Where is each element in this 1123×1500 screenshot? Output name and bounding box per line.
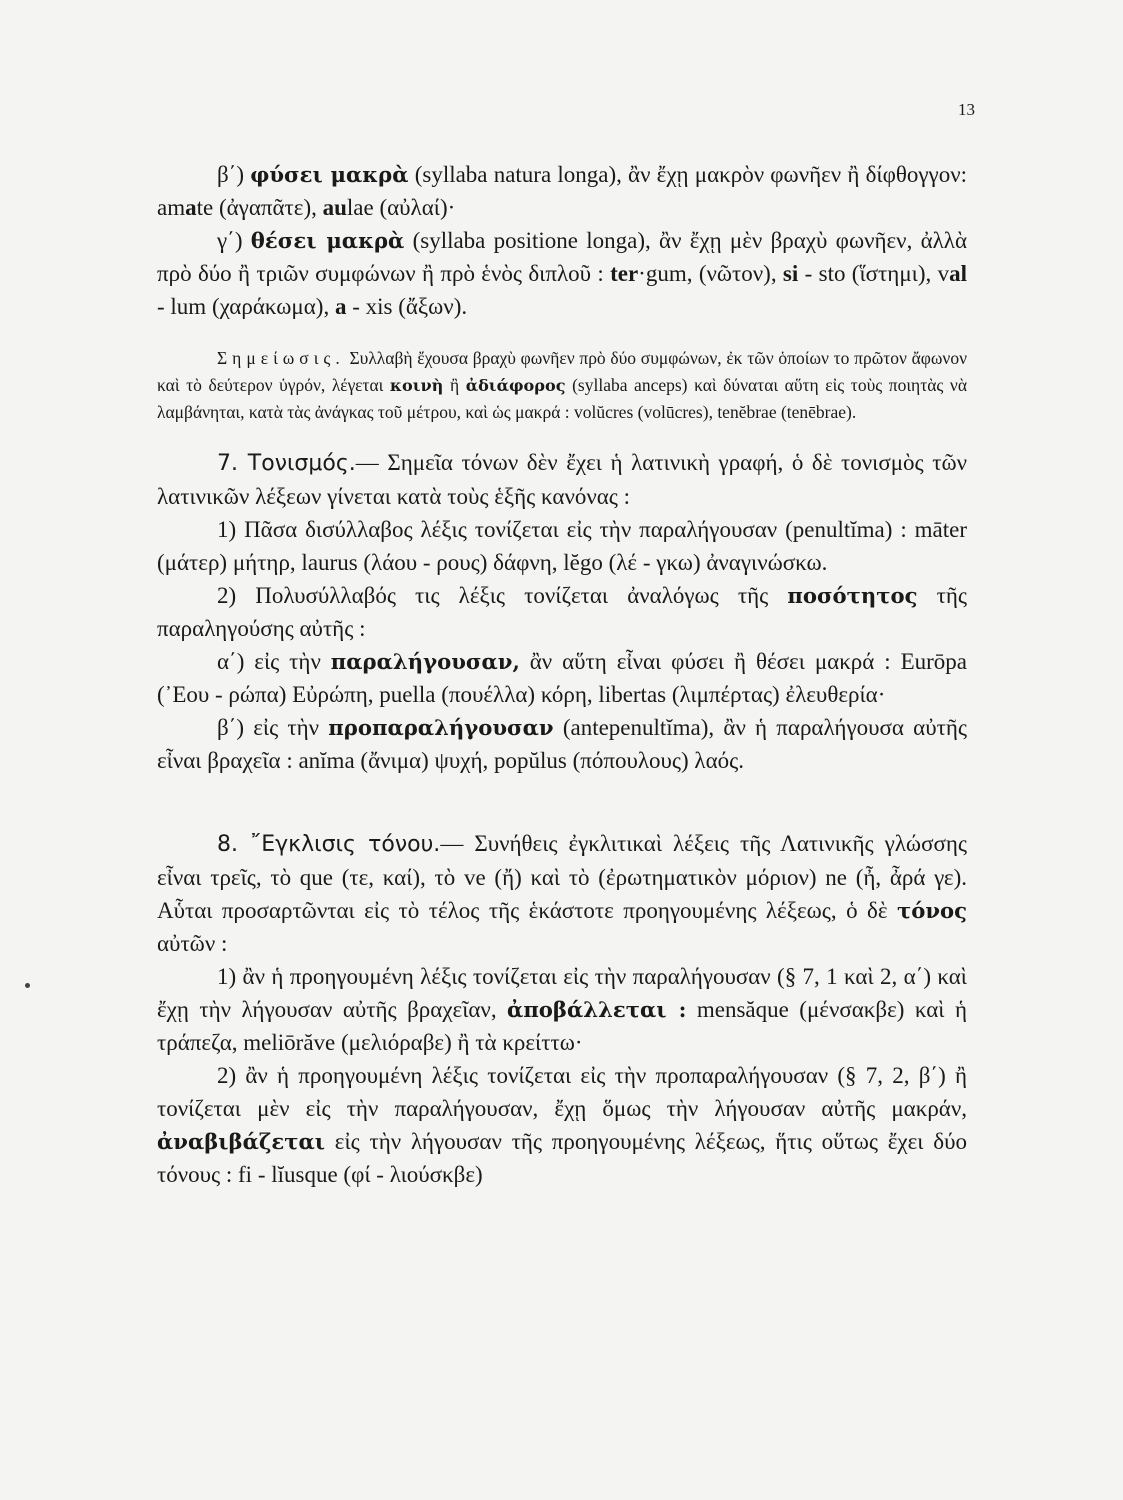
term: φύσει μακρὰ bbox=[250, 162, 409, 187]
section-heading: 8. ῎Εγκλισις τόνου. bbox=[217, 832, 441, 857]
page-number: 13 bbox=[958, 100, 975, 119]
note-paragraph: Σημείωσις. Συλλαβὴ ἔχουσα βραχὺ φωνῆεν πρὸ δύο συμφώνων, ἐκ τῶν ὁποίων το πρῶτον ἄφωνον καὶ τὸ δεύτερον ὑγρόν, λέγεται κοινὴ ἢ ἀδιάφορος (syllaba anceps) καὶ δύναται αὕτη εἰς τοὺς ποιητὰς νὰ λαμβάνηται, κατὰ τὰς ἀνάγκας τοῦ μέτρου, καὶ ὡς μακρά : volŭcres (volūcres), tenĕbrae (tenēbrae). bbox=[157, 348, 967, 422]
item-label: β΄) bbox=[217, 162, 245, 187]
section-7-rule-1: 1) Πᾶσα δισύλλαβος λέξις τονίζεται εἰς τὴν παραλήγουσαν (penultĭma) : māter (μάτερ) μήτηρ, laurus (λάου - ρους) δάφνη, lĕgo (λέ - γκω) ἀναγινώσκω. bbox=[157, 517, 967, 575]
paragraph-positione-longa: γ΄) θέσει μακρὰ (syllaba positione longa), ἂν ἔχῃ μὲν βραχὺ φωνῆεν, ἀλλὰ πρὸ δύο ἢ τριῶν συμφώνων ἢ πρὸ ἑνὸς διπλοῦ : ter·gum, (νῶτον), si - sto (ἵστημι), val - lum (χαράκωμα), a - xis (ἄξων). bbox=[157, 228, 967, 319]
section-7-rule-2-beta: β΄) εἰς τὴν προπαραλήγουσαν (antepenultĭma), ἂν ἡ παραλήγουσα αὐτῆς εἶναι βραχεῖα : anĭma (ἄνιμα) ψυχή, popŭlus (πόπουλους) λαός. bbox=[157, 715, 967, 773]
section-7-rule-2-alpha: α΄) εἰς τὴν παραλήγουσαν, ἂν αὕτη εἶναι φύσει ἢ θέσει μακρά : Eurōpa (᾿Εου - ρώπα) Εὐρώπη, puella (πουέλλα) κόρη, libertas (λιμπέρτας) ἐλευθερία· bbox=[157, 649, 967, 707]
note-label: Σημείωσις. bbox=[217, 348, 345, 368]
page-body bbox=[157, 158, 967, 1191]
paragraph-natura-longa: β΄) φύσει μακρὰ (syllaba natura longa), ἂν ἔχῃ μακρὸν φωνῆεν ἢ δίφθογγον: amate (ἀγαπᾶτε), aulae (αὐλαί)· bbox=[157, 162, 968, 220]
margin-mark bbox=[25, 983, 30, 988]
term: θέσει μακρὰ bbox=[250, 228, 405, 253]
latin-term: (syllaba positione longa), bbox=[412, 228, 651, 253]
latin-term: (syllaba natura longa), bbox=[414, 162, 622, 187]
section-heading: 7. Τονισμός. bbox=[217, 451, 356, 476]
section-8-rule-1: 1) ἂν ἡ προηγουμένη λέξις τονίζεται εἰς τὴν παραλήγουσαν (§ 7, 1 καὶ 2, α΄) καὶ ἔχῃ τὴν λήγουσαν αὐτῆς βραχεῖαν, ἀποβάλλεται : mensăque (μένσακβε) καὶ ἡ τράπεζα, meliōrăve (μελιόραβε) ἢ τὰ κρείττω· bbox=[157, 964, 967, 1055]
section-7-intro: 7. Τονισμός.— Σημεῖα τόνων δὲν ἔχει ἡ λατινικὴ γραφή, ὁ δὲ τονισμὸς τῶν λατινικῶν λέξεων γίνεται κατὰ τοὺς ἑξῆς κανόνας : bbox=[157, 450, 968, 509]
item-label: γ΄) bbox=[217, 228, 243, 253]
section-8-rule-2: 2) ἂν ἡ προηγουμένη λέξις τονίζεται εἰς τὴν προπαραλήγουσαν (§ 7, 2, β΄) ἢ τονίζεται μὲν εἰς τὴν παραλήγουσαν, ἔχῃ ὅμως τὴν λήγουσαν αὐτῆς μακράν, ἀναβιβάζεται εἰς τὴν λήγουσαν τῆς προηγουμένης λέξεως, ἥτις οὕτως ἔχει δύο τόνους : fi - lĭusque (φί - λιούσκβε) bbox=[157, 1063, 967, 1187]
section-8-intro: 8. ῎Εγκλισις τόνου.— Συνήθεις ἐγκλιτικαὶ λέξεις τῆς Λατινικῆς γλώσσης εἶναι τρεῖς, τὸ que (τε, καί), τὸ ve (ἤ) καὶ τὸ (ἐρωτηματικὸν μόριον) ne (ἦ, ἆρά γε). Αὗται προσαρτῶνται εἰς τὸ τέλος τῆς ἑκάστοτε προηγουμένης λέξεως, ὁ δὲ τόνος αὐτῶν : bbox=[157, 831, 967, 956]
section-7-rule-2: 2) Πολυσύλλαβός τις λέξις τονίζεται ἀναλόγως τῆς ποσότητος τῆς παραληγούσης αὐτῆς : bbox=[157, 583, 967, 641]
